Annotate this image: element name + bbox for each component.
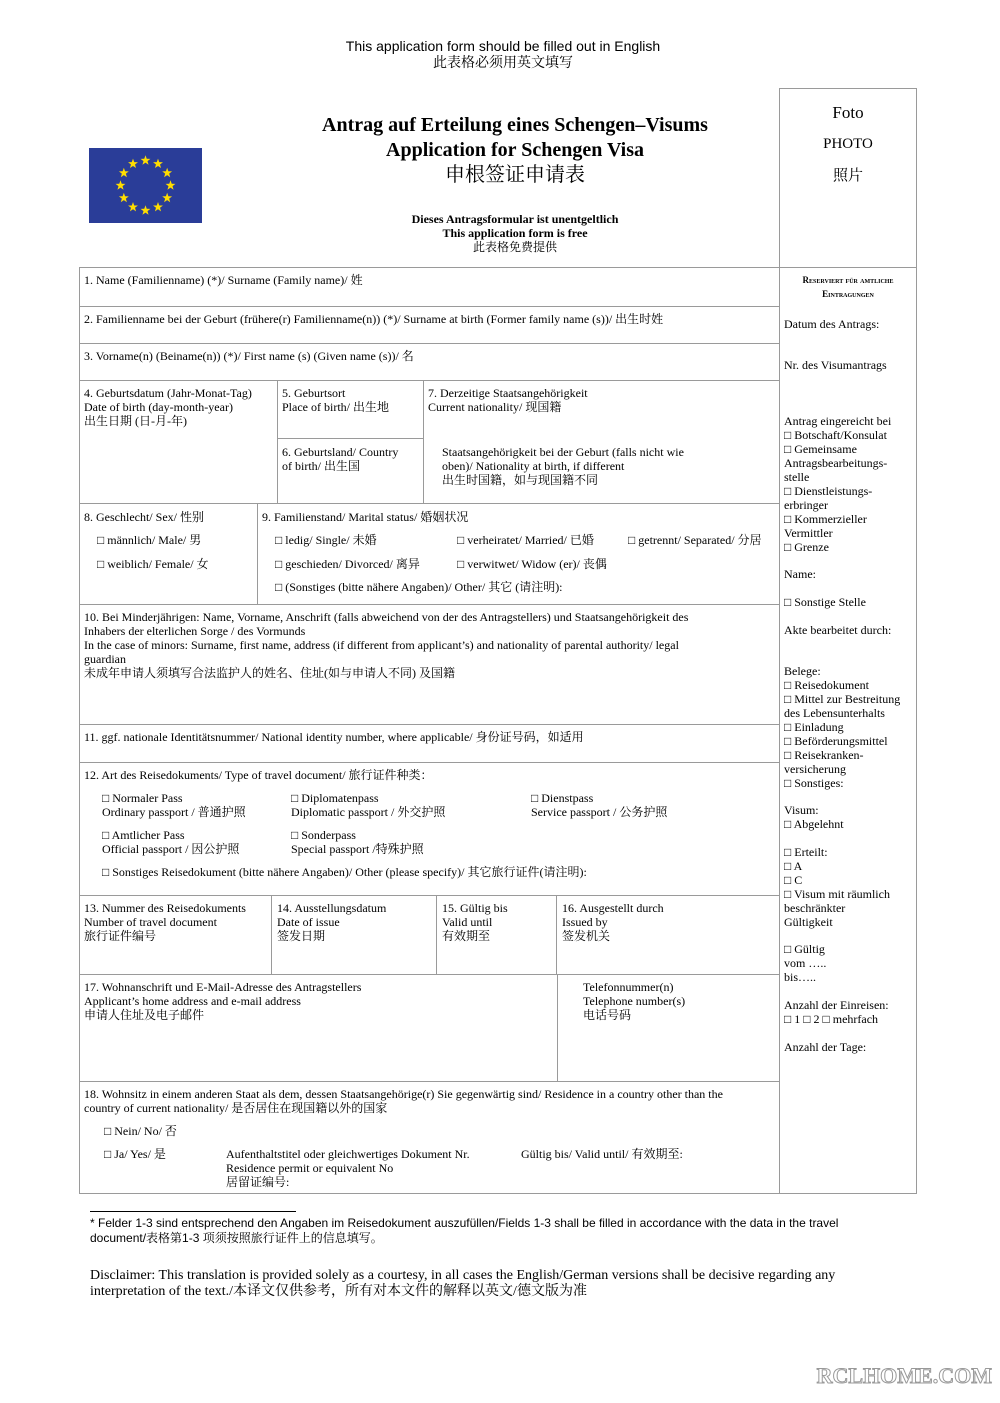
doc-service-passport-checkbox[interactable]: □ Dienstpass Service passport / 公务护照: [531, 791, 668, 819]
doc-ordinary-passport-checkbox[interactable]: □ Normaler Pass Ordinary passport / 普通护照: [102, 791, 246, 819]
instruction-header: [0, 38, 1000, 70]
field-18-residence-label: 18. Wohnsitz in einem anderen Staat als dem, dessen Staatsangehörige(r) Sie gegenwärtig sind/ Residence in a country other than the country of current nationality/ 是否居住在现国籍以外的国家: [84, 1087, 723, 1115]
sex-male-checkbox[interactable]: □ männlich/ Male/ 男: [97, 533, 202, 547]
free-notice: [260, 212, 770, 254]
field-13-doc-number[interactable]: 13. Nummer des Reisedokuments Number of travel document 旅行证件编号: [84, 901, 246, 943]
field-10-minors-guardian[interactable]: 10. Bei Minderjährigen: Name, Vorname, Anschrift (falls abweichend von der des Antragstellers) und Staatsangehörigkeit des Inhabers der elterlichen Sorge / des Vormunds In the case of minors: Surname, first name, address (if different from applicant’s) and nationality of parental authority/ legal guardian 未成年申请人须填写合法监护人的姓名、住址(如与申请人不同) 及国籍: [84, 610, 689, 680]
doc-special-passport-checkbox[interactable]: □ Sonderpass Special passport /特殊护照: [291, 828, 424, 856]
flag-star-icon: [119, 168, 129, 177]
sidebar-heading: Reserviert für amtliche Eintragungen: [802, 275, 894, 299]
sidebar-date: Datum des Antrags:: [784, 317, 880, 331]
field-14-date-of-issue[interactable]: 14. Ausstellungsdatum Date of issue 签发日期: [277, 901, 387, 943]
eu-flag-icon: [89, 148, 202, 223]
flag-star-icon: [162, 193, 172, 202]
flag-star-icon: [141, 205, 151, 214]
marital-separated-checkbox[interactable]: □ getrennt/ Separated/ 分居: [628, 533, 762, 547]
field-17-home-address[interactable]: 17. Wohnanschrift und E-Mail-Adresse des Antragstellers Applicant’s home address and e-mail address 申请人住址及电子邮件: [84, 980, 362, 1022]
field-17-telephone[interactable]: Telefonnummer(n) Telephone number(s) 电话号码: [583, 980, 686, 1022]
residence-valid-until[interactable]: Gültig bis/ Valid until/ 有效期至:: [521, 1147, 683, 1161]
title-de: Antrag auf Erteilung eines Schengen–Visums: [322, 114, 708, 136]
free-de: Dieses Antragsformular ist unentgeltlich: [411, 212, 619, 226]
field-7-current-nationality[interactable]: 7. Derzeitige Staatsangehörigkeit Current nationality/ 现国籍: [428, 386, 588, 414]
field-3-first-name[interactable]: 3. Vorname(n) (Beiname(n)) (*)/ First name (s) (Given name (s))/ 名: [84, 349, 414, 363]
sidebar-number: Nr. des Visumantrags: [784, 358, 887, 372]
field-5-place-of-birth[interactable]: 5. Geburtsort Place of birth/ 出生地: [282, 386, 389, 414]
photo-label-zh: 照片: [832, 168, 863, 184]
doc-official-passport-checkbox[interactable]: □ Amtlicher Pass Official passport / 因公护照: [102, 828, 240, 856]
form-title: [260, 113, 770, 187]
photo-label-en: PHOTO: [823, 136, 873, 152]
marital-married-checkbox[interactable]: □ verheiratet/ Married/ 已婚: [457, 533, 594, 547]
sex-female-checkbox[interactable]: □ weiblich/ Female/ 女: [97, 557, 209, 571]
flag-star-icon: [128, 159, 138, 168]
sidebar-entries: Anzahl der Einreisen: □ 1 □ 2 □ mehrfach: [784, 998, 889, 1026]
field-4-date-of-birth[interactable]: 4. Geburtsdatum (Jahr-Monat-Tag) Date of birth (day-month-year) 出生日期 (日-月-年): [84, 386, 252, 428]
free-zh: 此表格免费提供: [472, 240, 557, 254]
sidebar-supporting-docs: Belege: □ Reisedokument □ Mittel zur Bestreitung des Lebensunterhalts □ Einladung □ Beförderungsmittel □ Reisekranken- versicherung □ Sonstiges:: [784, 664, 901, 790]
sidebar-visa: Visum: □ Abgelehnt: [784, 803, 844, 831]
marital-other-checkbox[interactable]: □ (Sonstiges (bitte nähere Angaben)/ Other/ 其它 (请注明):: [275, 580, 563, 594]
sidebar-other-office: □ Sonstige Stelle: [784, 595, 866, 609]
field-7-nationality-at-birth[interactable]: Staatsangehörigkeit bei der Geburt (falls nicht wie oben)/ Nationality at birth, if different 出生时国籍，如与现国籍不同: [442, 445, 684, 487]
field-1-surname[interactable]: 1. Name (Familienname) (*)/ Surname (Family name)/ 姓: [84, 273, 363, 287]
sidebar-submitted-at: Antrag eingereicht bei □ Botschaft/Konsulat □ Gemeinsame Antragsbearbeitungs- stelle □ Dienstleistungs- erbringer □ Kommerzieller Vermittler □ Grenze: [784, 414, 892, 554]
disclaimer: Disclaimer: This translation is provided solely as a courtesy, in all cases the English/German versions shall be decisive regarding any interpretation of the text./本译文仅供参考，所有对本文件的解释以英文/德文版为准: [90, 1268, 836, 1299]
field-12-doc-type-label: 12. Art des Reisedokuments/ Type of travel document/ 旅行证件种类：: [84, 768, 433, 782]
title-zh: 申根签证申请表: [445, 164, 585, 186]
sidebar-valid-from-to: □ Gültig vom ….. bis…..: [784, 942, 827, 984]
field-8-sex-label: 8. Geschlecht/ Sex/ 性别: [84, 510, 204, 524]
flag-star-icon: [162, 168, 172, 177]
flag-star-icon: [153, 159, 163, 168]
flag-star-icon: [153, 202, 163, 211]
free-en: This application form is free: [442, 226, 588, 240]
photo-box[interactable]: [779, 88, 917, 268]
field-11-national-id[interactable]: 11. ggf. nationale Identitätsnummer/ National identity number, where applicable/ 身份证号码，如适用: [84, 730, 584, 744]
flag-star-icon: [166, 180, 176, 189]
instruction-en: This application form should be filled out in English: [345, 38, 661, 54]
sidebar-days: Anzahl der Tage:: [784, 1040, 867, 1054]
footnote: * Felder 1-3 sind entsprechend den Angaben im Reisedokument auszufüllen/Fields 1-3 shall be filled in accordance with the data in the travel document/表格第1-3 项须按照旅行证件上的信息填写。: [90, 1216, 839, 1245]
marital-single-checkbox[interactable]: □ ledig/ Single/ 未婚: [275, 533, 377, 547]
field-15-valid-until[interactable]: 15. Gültig bis Valid until 有效期至: [442, 901, 508, 943]
flag-star-icon: [116, 180, 126, 189]
sidebar-issued: □ Erteilt: □ A □ C □ Visum mit räumlich beschränkter Gültigkeit: [784, 845, 890, 929]
title-en: Application for Schengen Visa: [386, 139, 644, 161]
watermark: RCLHOME.COM: [816, 1363, 992, 1388]
photo-label-de: Foto: [832, 103, 864, 122]
marital-divorced-checkbox[interactable]: □ geschieden/ Divorced/ 离异: [275, 557, 420, 571]
instruction-zh: 此表格必须用英文填写: [433, 54, 573, 70]
field-6-country-of-birth[interactable]: 6. Geburtsland/ Country of birth/ 出生国: [282, 445, 399, 473]
field-2-surname-at-birth[interactable]: 2. Familienname bei der Geburt (frühere(r) Familienname(n)) (*)/ Surname at birth (Former family name (s))/ 出生时姓: [84, 312, 664, 326]
residence-yes-checkbox[interactable]: □ Ja/ Yes/ 是: [104, 1147, 166, 1161]
footnote-separator: [90, 1211, 296, 1212]
sidebar-name: Name:: [784, 567, 816, 581]
doc-diplomatic-passport-checkbox[interactable]: □ Diplomatenpass Diplomatic passport / 外交护照: [291, 791, 446, 819]
marital-widow-checkbox[interactable]: □ verwitwet/ Widow (er)/ 丧偶: [457, 557, 607, 571]
residence-no-checkbox[interactable]: □ Nein/ No/ 否: [104, 1124, 177, 1138]
sidebar-processed-by: Akte bearbeitet durch:: [784, 623, 892, 637]
residence-permit-number[interactable]: Aufenthaltstitel oder gleichwertiges Dokument Nr. Residence permit or equivalent No 居留证编号:: [226, 1147, 470, 1189]
doc-other-checkbox[interactable]: □ Sonstiges Reisedokument (bitte nähere Angaben)/ Other (please specify)/ 其它旅行证件(请注明):: [102, 865, 587, 879]
field-9-marital-label: 9. Familienstand/ Marital status/ 婚姻状况: [262, 510, 469, 524]
flag-star-icon: [119, 193, 129, 202]
flag-star-icon: [141, 155, 151, 164]
flag-star-icon: [128, 202, 138, 211]
field-16-issued-by[interactable]: 16. Ausgestellt durch Issued by 签发机关: [562, 901, 664, 943]
